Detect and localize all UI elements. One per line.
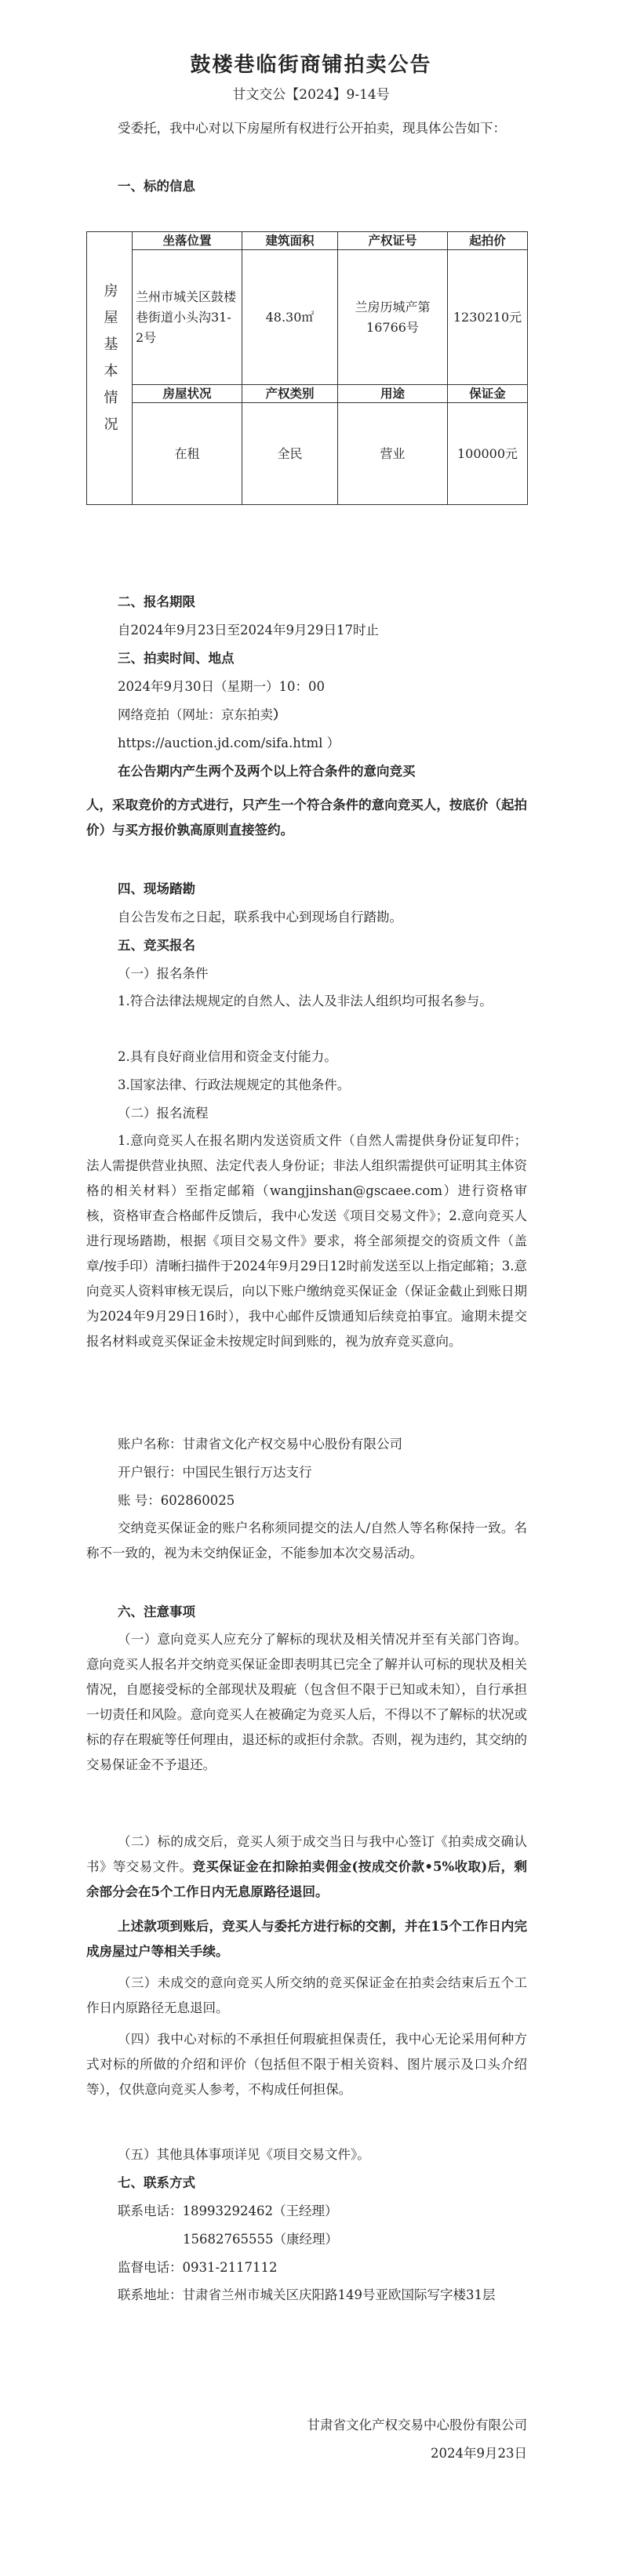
bid-rule-line-2: 人，采取竞价的方式进行，只产生一个符合条件的意向竞买人，按底价（起拍价）与买方报价孰高原则直接签约。: [86, 798, 527, 837]
page-title: 鼓楼巷临街商铺拍卖公告: [190, 53, 432, 77]
notice-4: （四）我中心对标的不承担任何瑕疵担保责任，我中心无论采用何种方式对标的所做的介绍和评价（包括但不限于相关资料、图片展示及口头介绍等），仅供意向竞买人参考，不构成任何担保。: [86, 2032, 527, 2097]
notice-1: （一）意向竞买人应充分了解标的现状及相关情况并至有关部门咨询。意向竞买人报名并交纳竞买保证金即表明其已完全了解并认可标的现状及相关情况，自愿接受标的全部现状及瑕疵（包含但不限于已知或未知），自行承担一切责任和风险。意向竞买人在被确定为竞买人后，不得以不了解标的状况或标的存在瑕疵等任何理由，退还标的或拒付余款。否则，视为违约，其交纳的交易保证金不予退还。: [86, 1632, 527, 1772]
section-7-title: 七、联系方式: [118, 2175, 195, 2190]
section-1-title: 一、标的信息: [118, 179, 195, 194]
condition-2: 2.具有良好商业信用和资金支付能力。: [118, 1049, 337, 1064]
notice-2-bold: 竞买保证金在扣除拍卖佣金(按成交价款•5%收取)后，剩余部分会在5个工作日内无息原路径退回。: [86, 1859, 527, 1899]
auction-time: 2024年9月30日（星期一）10：00: [118, 679, 325, 694]
condition-3: 3.国家法律、行政法规规定的其他条件。: [118, 1077, 351, 1092]
section-6-title: 六、注意事项: [118, 1604, 195, 1619]
table-header-cell: 用途: [338, 385, 448, 403]
section-4-title: 四、现场踏勘: [118, 881, 195, 896]
table-header-cell: 房屋状况: [133, 385, 242, 403]
table-header-cell: 保证金: [448, 385, 528, 403]
registration-period: 自2024年9月23日至2024年9月29日17时止: [118, 623, 379, 638]
table-cell-location: 兰州市城关区鼓楼巷街道小头沟31-2号: [133, 250, 242, 385]
signature-organization: 甘肃省文化产权交易中心股份有限公司: [307, 2418, 527, 2432]
table-header-cell: 起拍价: [448, 232, 528, 250]
table-cell-status: 在租: [133, 403, 242, 505]
notice-3: （三）未成交的意向竞买人所交纳的竞买保证金在拍卖会结束后五个工作日内原路径无息退回。: [86, 1975, 527, 2015]
registration-conditions-title: （一）报名条件: [118, 966, 209, 981]
account-bank: 开户银行：中国民生银行万达支行: [118, 1465, 312, 1480]
intro-line: 受委托，我中心对以下房屋所有权进行公开拍卖，现具体公告如下：: [118, 121, 506, 136]
table-header-cell: 产权类别: [242, 385, 338, 403]
account-note: 交纳竞买保证金的账户名称须同提交的法人/自然人等名称保持一致。名称不一致的，视为未交纳保证金，不能参加本次交易活动。: [86, 1521, 527, 1560]
section-2-title: 二、报名期限: [118, 594, 195, 609]
bid-rule-line-1: 在公告期内产生两个及两个以上符合条件的意向竞买: [118, 764, 416, 779]
notice-2-text: （二）标的成交后，竞买人须于成交当日与我中心签订《拍卖成交确认书》等交易文件。: [86, 1834, 527, 1874]
section-3-title: 三、拍卖时间、地点: [118, 651, 235, 666]
document-number: 甘文交公【2024】9-14号: [232, 87, 390, 103]
table-header-cell: 坐落位置: [133, 232, 242, 250]
table-cell-usage: 营业: [338, 403, 448, 505]
contact-address: 联系地址：甘肃省兰州市城关区庆阳路149号亚欧国际写字楼31层: [118, 2287, 496, 2302]
registration-flow-text: 1.意向竞买人在报名期内发送资质文件（自然人需提供身份证复印件；法人需提供营业执照、法定代表人身份证；非法人组织需提供可证明其主体资格的相关材料）至指定邮箱（wangjinshan@gscaee.com）进行资格审核，资格审查合格邮件反馈后，我中心发送《项目交易文件》；2.意向竞买人进行现场踏勘，根据《项目交易文件》要求，将全部须提交的资质文件（盖章/按手印）清晰扫描件于2024年9月29日12时前发送至以上指定邮箱；3.意向竞买人资料审核无误后，向以下账户缴纳竞买保证金（保证金截止到账日期为2024年9月29日16时），我中心邮件反馈通知后续竞拍事宜。逾期未提交报名材料或竞买保证金未按规定时间到账的，视为放弃竞买意向。: [86, 1133, 527, 1349]
account-number: 账 号：602860025: [118, 1493, 235, 1508]
table-cell-deposit: 100000元: [448, 403, 528, 505]
account-name: 账户名称：甘肃省文化产权交易中心股份有限公司: [118, 1437, 402, 1451]
table-side-label: 房屋基本情况: [87, 232, 133, 505]
condition-1: 1.符合法律法规规定的自然人、法人及非法人组织均可报名参与。: [118, 994, 493, 1008]
notice-2: [86, 1829, 527, 1905]
property-info-table: [86, 231, 528, 505]
contact-phone-1: 联系电话：18993292462（王经理）: [118, 2204, 338, 2218]
auction-url-link[interactable]: https://auction.jd.com/sifa.html ）: [118, 736, 340, 750]
table-cell-certificate: 兰房历城产第16766号: [338, 250, 448, 385]
supervision-phone: 监督电话：0931-2117112: [118, 2260, 278, 2275]
table-header-cell: 建筑面积: [242, 232, 338, 250]
table-header-cell: 产权证号: [338, 232, 448, 250]
auction-place-bold: ）: [273, 707, 286, 722]
auction-place: [118, 707, 286, 724]
auction-place-text: 网络竞拍（网址：京东拍卖: [118, 707, 273, 722]
table-cell-start-price: 1230210元: [448, 250, 528, 385]
notice-bold-handover: 上述款项到账后，竞买人与委托方进行标的交割，并在15个工作日内完成房屋过户等相关手续。: [86, 1919, 527, 1959]
signature-date: 2024年9月23日: [431, 2446, 527, 2461]
contact-phone-2: 15682765555（康经理）: [183, 2232, 338, 2247]
table-cell-property-type: 全民: [242, 403, 338, 505]
table-cell-area: 48.30㎡: [242, 250, 338, 385]
site-visit-text: 自公告发布之日起，联系我中心到现场自行踏勘。: [118, 910, 402, 925]
notice-5: （五）其他具体事项详见《项目交易文件》。: [118, 2147, 370, 2162]
registration-flow-title: （二）报名流程: [118, 1106, 209, 1121]
section-5-title: 五、竞买报名: [118, 938, 195, 953]
